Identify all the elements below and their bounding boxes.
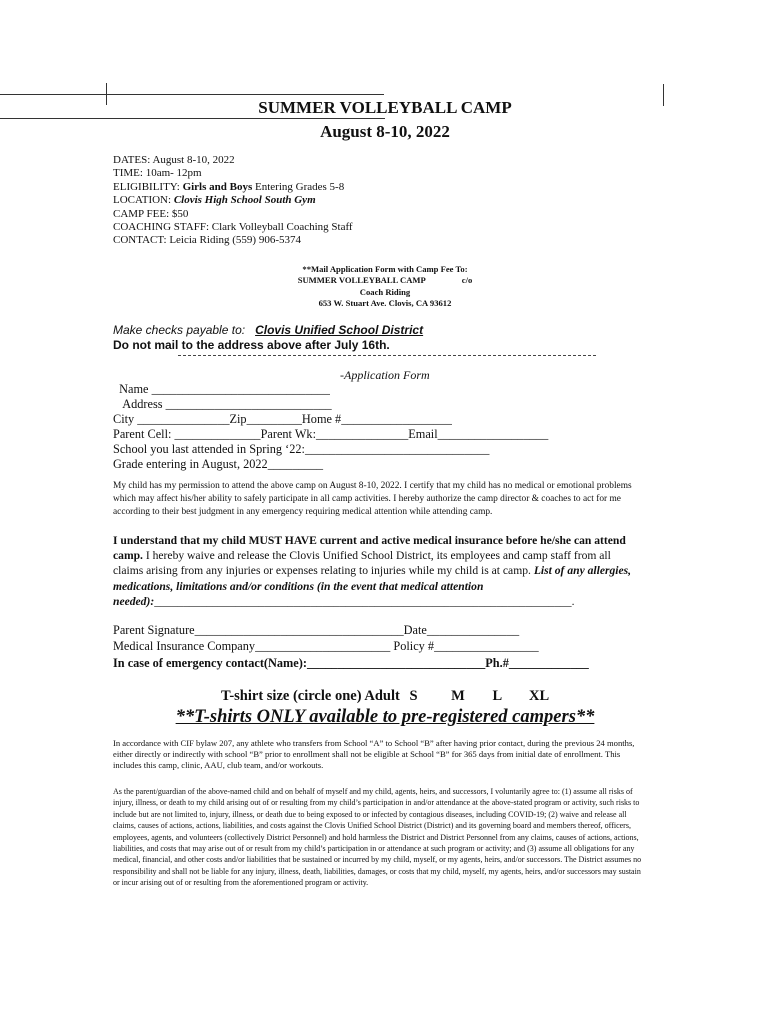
field-school[interactable]: School you last attended in Spring ‘22:______________________________ bbox=[113, 442, 490, 456]
application-form-heading: -Application Form bbox=[340, 368, 430, 382]
field-insurance-company[interactable]: Medical Insurance Company______________________ Policy #_________________ bbox=[113, 639, 539, 654]
top-rule-center bbox=[106, 94, 384, 95]
field-emergency-contact[interactable]: In case of emergency contact(Name):_____________________________Ph.#_____________ bbox=[113, 655, 589, 670]
application-fields bbox=[113, 382, 548, 472]
size-xl[interactable]: XL bbox=[528, 688, 550, 704]
size-s[interactable]: S bbox=[409, 688, 418, 704]
permission-paragraph: My child has my permission to attend the above camp on August 8-10, 2022. I certify that my child has no medical or emotional problems which may affect his/her ability to safely participate in all camp activities. I hereby authorize the camp director & coaches to act for me according to their best judgment in any emergency requiring medical attention while attending camp. bbox=[113, 481, 632, 517]
info-location: LOCATION: Clovis High School South Gym bbox=[113, 194, 316, 207]
checks-payable: Make checks payable to: Clovis Unified School District bbox=[113, 323, 424, 337]
field-grade[interactable]: Grade entering in August, 2022_________ bbox=[113, 457, 324, 471]
info-contact: CONTACT: Leicia Riding (559) 906-5374 bbox=[113, 234, 301, 247]
info-time: TIME: 10am- 12pm bbox=[113, 167, 202, 180]
field-parent-signature[interactable]: Parent Signature__________________________________Date_______________ bbox=[113, 623, 520, 637]
top-rule-under bbox=[0, 118, 385, 119]
page-title: SUMMER VOLLEYBALL CAMP bbox=[258, 98, 512, 117]
info-staff: COACHING STAFF: Clark Volleyball Coaching Staff bbox=[113, 221, 353, 234]
field-parent-phones[interactable]: Parent Cell: ______________Parent Wk:_______________Email__________________ bbox=[113, 427, 549, 441]
cut-line bbox=[178, 355, 596, 356]
field-city-zip-home[interactable]: City _______________Zip_________Home #__________________ bbox=[113, 412, 452, 426]
waiver-paragraph: As the parent/guardian of the above-named child and on behalf of myself and my child, agents, heirs, and successors, I voluntarily agree to: (1) assume all risks of injury, illness, or death to my child arising out of or resulting from my child’s participation in and/or attendance at the above-stated program or activity, such risks to include but are not limited to, injury, illness, or death due to being exposed to or infected by contagious diseases, including COVID-19; (2) waive and release all claims, causes of actions, actions, liabilities, and costs against the Clovis Unified School District (District) and its governing board and members thereof, officers, employees, agents, and volunteers (collectively District Personnel) and hold harmless the District and District Personnel from any claims, causes of actions, actions, liabilities, and costs that may arise out of or result from my child’s participation in or attendance at such program or activity; and (3) assume all obligations for any medical, financial, and other costs and/or liabilities that be sustained or incurred by my child, myself, or my agents, heirs, and/or successors. The District assumes no responsibility and shall not be liable for any injury, illness, death, liabilities, damages, or costs that my child, myself, my agents, heirs, and/or successors may sustain or incur arising out of or resulting from the aforementioned program or activity. bbox=[113, 787, 642, 888]
info-fee: CAMP FEE: $50 bbox=[113, 207, 189, 220]
cif-bylaw-paragraph: In accordance with CIF bylaw 207, any athlete who transfers from School “A” to School “B” after having prior contact, during the previous 24 months, either directly or indirectly with school “B” prior to enrollment shall not be eligible at School “B” for 365 days from initial date of enrollment. This includes this camp, clinic, AAU, club team, and/or workouts. bbox=[113, 738, 635, 771]
tshirt-notice: **T-shirts ONLY available to pre-registered campers** bbox=[175, 707, 595, 727]
field-address[interactable]: Address ___________________________ bbox=[122, 397, 332, 411]
mail-instructions: **Mail Application Form with Camp Fee To: SUMMER VOLLEYBALL CAMP c/o Coach Riding 653 W. Stuart Ave. Clovis, CA 93612 bbox=[297, 264, 473, 309]
top-rule-left bbox=[0, 94, 108, 95]
size-l[interactable]: L bbox=[492, 688, 502, 704]
camp-info bbox=[113, 154, 353, 248]
info-eligibility: ELIGIBILITY: Girls and Boys Entering Grades 5-8 bbox=[113, 180, 345, 193]
tshirt-size-line: T-shirt size (circle one) Adult S M L XL bbox=[221, 688, 550, 704]
insurance-paragraph: I understand that my child MUST HAVE current and active medical insurance before he/she can attend camp. I hereby waive and release the Clovis Unified School District, its employees and camp staff from all claims arising from any injuries or expenses relating to injuries while my child is at camp. List of any allergies, medications, limitations and/or conditions (in the event that medical attention needed):________________________________________________________________________. bbox=[113, 534, 632, 608]
size-m[interactable]: M bbox=[451, 688, 465, 704]
signature-block bbox=[113, 622, 589, 671]
info-dates: DATES: August 8-10, 2022 bbox=[113, 154, 235, 166]
field-name[interactable]: Name _____________________________ bbox=[119, 382, 330, 396]
mail-deadline: Do not mail to the address above after July 16th. bbox=[113, 338, 390, 352]
page-subtitle: August 8-10, 2022 bbox=[320, 122, 450, 141]
